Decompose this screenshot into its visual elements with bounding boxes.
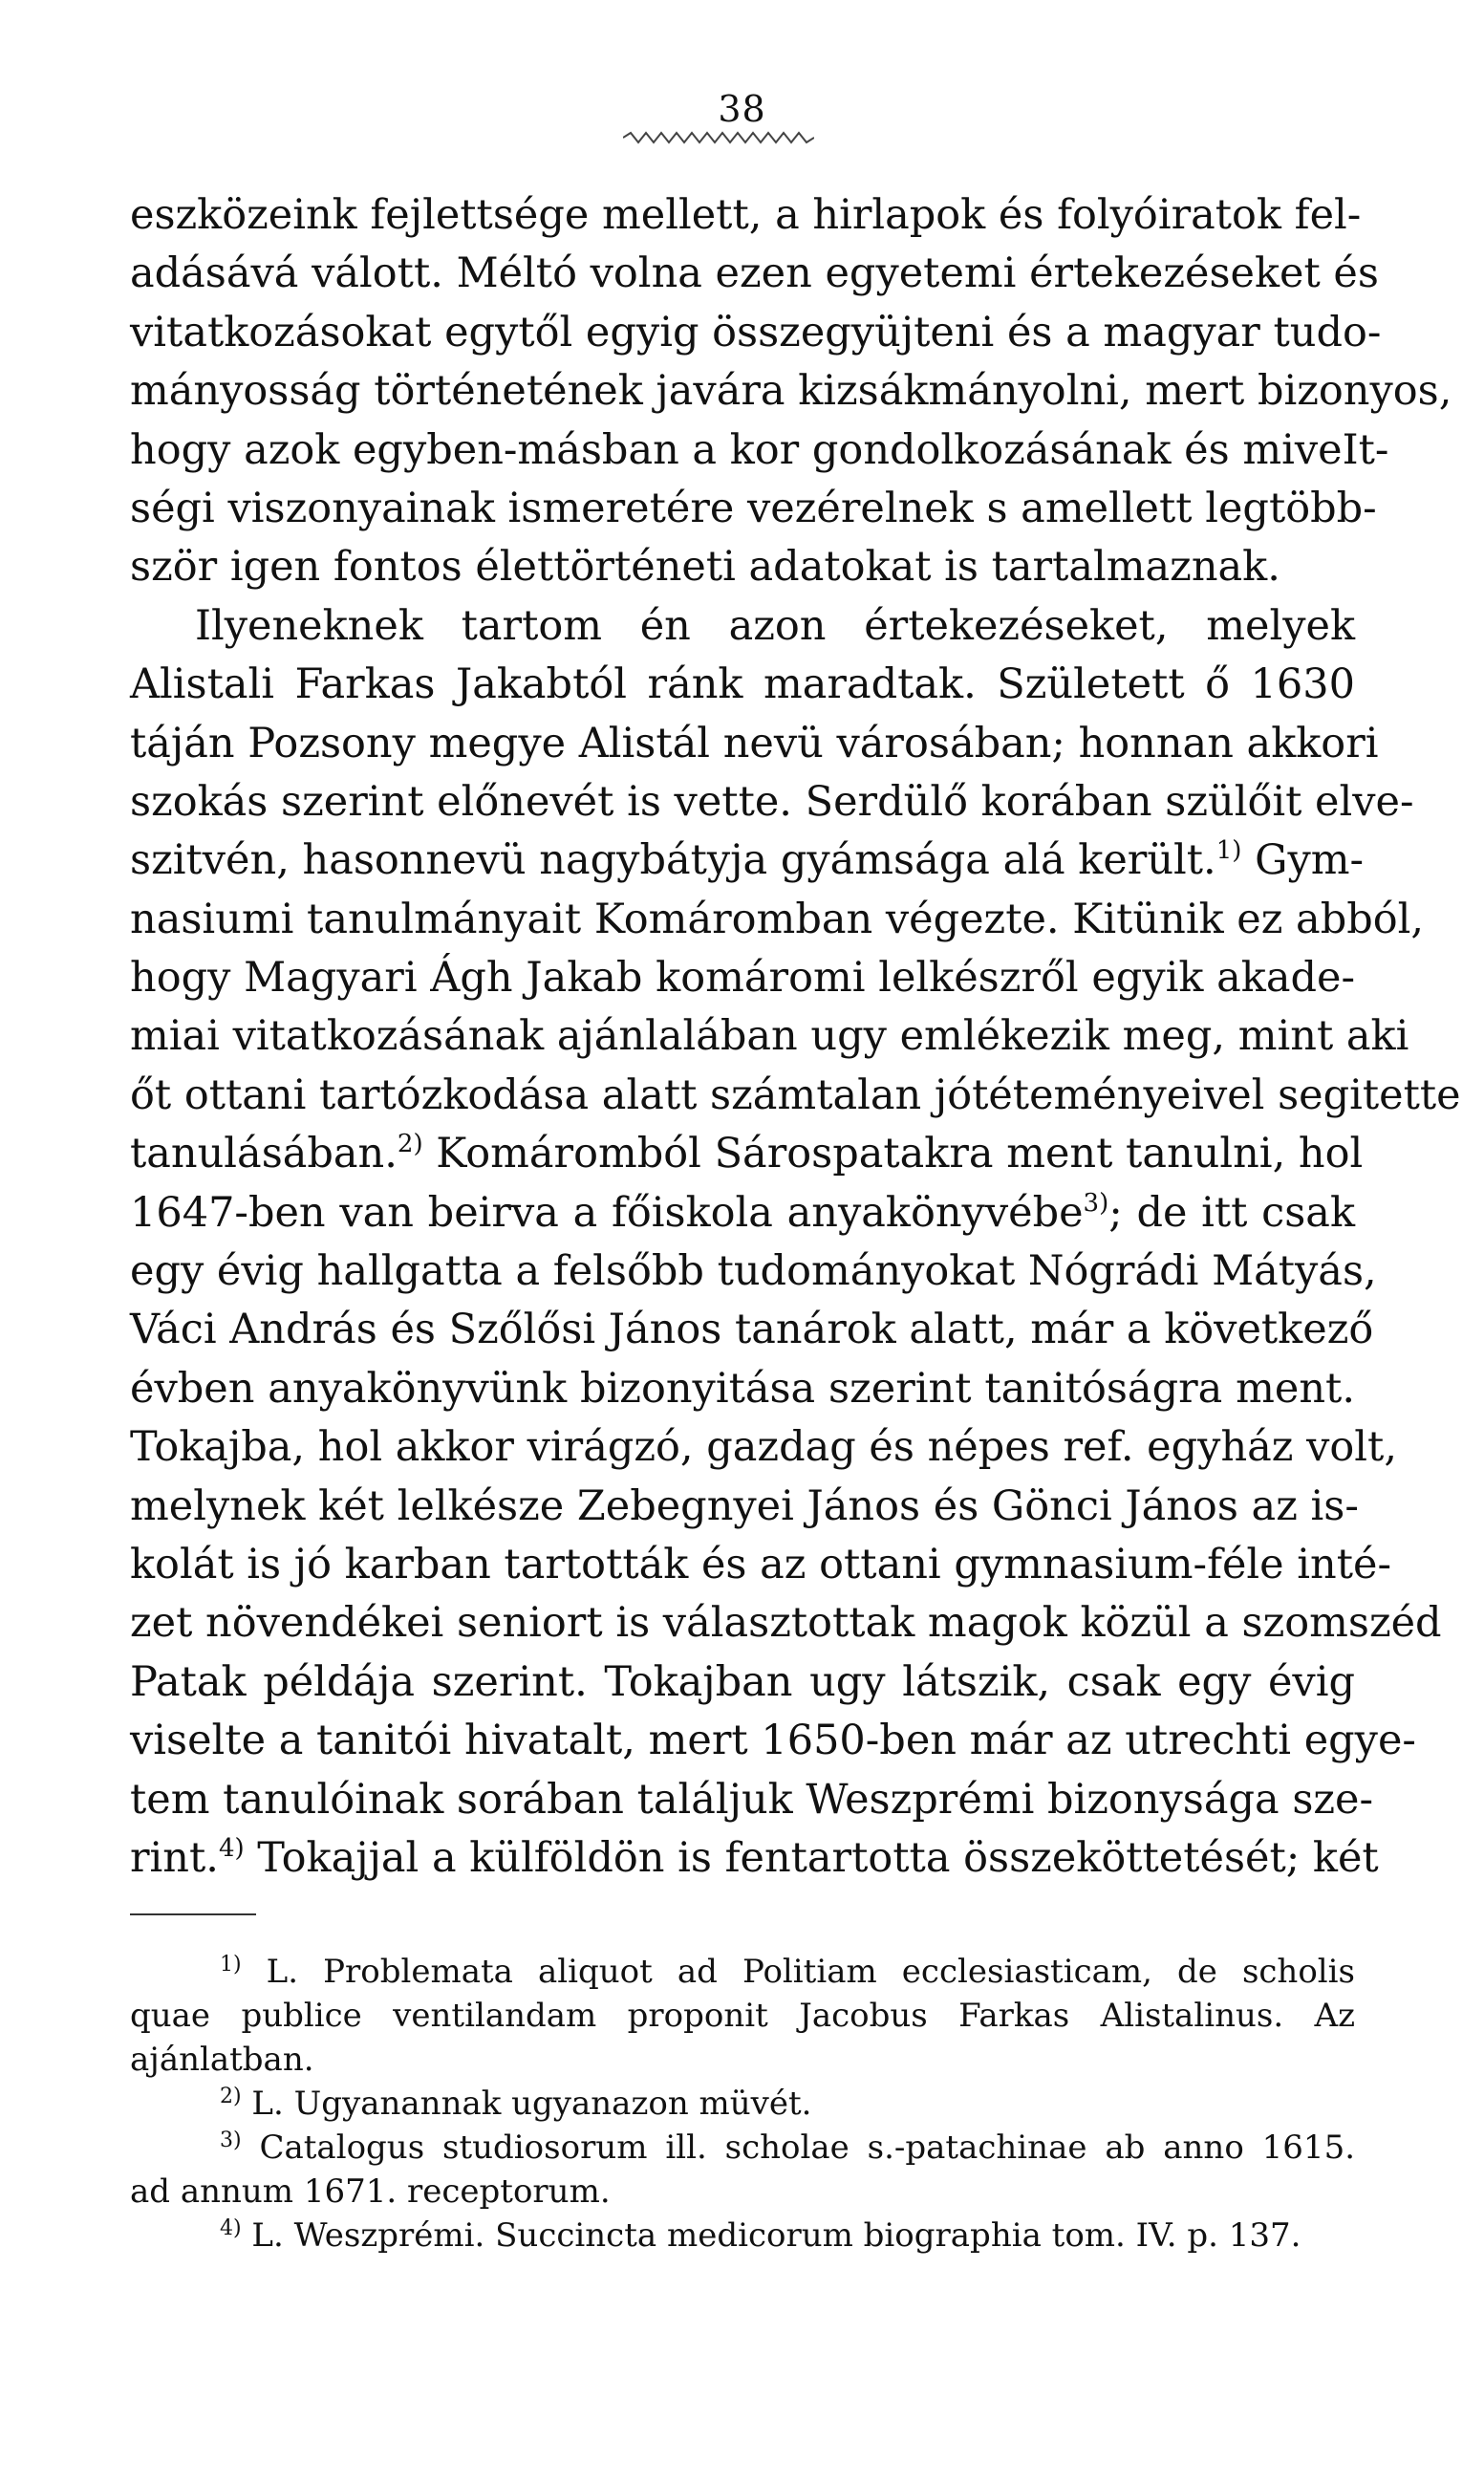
footnote-text: quae publice ventilandam proponit Jacobus Farkas Alistalinus. Az [130, 1997, 1355, 2035]
body-line-text: szitvén, hasonnevü nagybátyja gyámsága alá került. [130, 836, 1216, 885]
body-line-text: melynek két lelkésze Zebegnyei János és Gönci János az is- [130, 1481, 1359, 1530]
body-line-text: Alistali Farkas Jakabtól ránk maradtak. Született ő 1630 [130, 660, 1355, 709]
body-line-text: tem tanulóinak sorában találjuk Weszprémi bizonysága sze- [130, 1775, 1374, 1824]
body-line [130, 597, 1355, 656]
footnote-line [130, 1950, 1355, 1994]
footnote-line [130, 2214, 1355, 2258]
body-line-text: mányosság történetének javára kizsákmányolni, mert bizonyos, [130, 367, 1452, 416]
footnote-reference: 1) [1215, 836, 1242, 866]
footnote-line [130, 2126, 1355, 2170]
body-line-text: zet növendékei seniort is választottak magok közül a szomszéd [130, 1599, 1442, 1648]
body-line-text: Váci András és Szőlősi János tanárok alatt, már a következő [130, 1306, 1374, 1354]
footnote-mark: 3) [220, 2128, 242, 2152]
footnote-text: L. Weszprémi. Succincta medicorum biographia tom. IV. p. 137. [251, 2216, 1301, 2255]
footnote-text: ad annum 1671. receptorum. [130, 2172, 611, 2211]
body-line [130, 1536, 1392, 1594]
body-line [130, 891, 1425, 949]
body-line [130, 304, 1382, 362]
footnote-text: Catalogus studiosorum ill. scholae s.-patachinae ab anno 1615. [259, 2128, 1356, 2167]
body-line [130, 1712, 1416, 1770]
body-line [130, 1771, 1374, 1829]
body-line-text: miai vitatkozásának ajánlalában ugy emlékezik meg, mint aki [130, 1012, 1409, 1061]
body-line [130, 1007, 1409, 1066]
body-line-text: viselte a tanitói hivatalt, mert 1650-ben már az utrechti egye- [130, 1717, 1416, 1765]
footnote-text: L. Ugyanannak ugyanazon müvét. [251, 2085, 812, 2123]
body-line-text: Komáromból Sárospatakra ment tanulni, hol [422, 1130, 1364, 1178]
body-line [130, 362, 1452, 421]
body-line [130, 832, 1365, 890]
footnote-reference: 3) [1083, 1188, 1109, 1218]
body-line-text: eszközeink fejlettsége mellett, a hirlapok és folyóiratok fel- [130, 191, 1362, 239]
body-line-text: egy évig hallgatta a felsőbb tudományokat Nógrádi Mátyás, [130, 1247, 1377, 1296]
footnote-line [130, 2038, 1355, 2082]
footnote-line [130, 2082, 1355, 2126]
body-line-text: Tokajba, hol akkor virágzó, gazdag és népes ref. egyház volt, [130, 1423, 1397, 1472]
body-line-text: adásává válott. Méltó volna ezen egyetemi értekezéseket és [130, 249, 1379, 298]
body-line-text: Gym- [1241, 836, 1365, 885]
body-text [130, 186, 1461, 1888]
body-line-text: nasiumi tanulmányait Komáromban végezte. Kitünik ez abból, [130, 895, 1425, 943]
page-number: 38 [718, 88, 766, 130]
body-line-text: táján Pozsony megye Alistál nevü városában; honnan akkori [130, 719, 1379, 767]
footnote-mark: 1) [220, 1953, 242, 1977]
body-line [130, 1360, 1355, 1418]
body-line [130, 1594, 1442, 1653]
body-line-text: hogy Magyari Ágh Jakab komáromi lelkészről egyik akade- [130, 954, 1355, 1003]
body-line [130, 656, 1355, 714]
body-line-text: ször igen fontos élettörténeti adatokat is tartalmaznak. [130, 543, 1280, 592]
footnote-text: L. Problemata aliquot ad Politiam ecclesiasticam, de scholis [266, 1953, 1355, 1991]
body-line-text: 1647-ben van beirva a főiskola anyakönyvébe [130, 1188, 1084, 1237]
footnote-divider [130, 1913, 256, 1915]
body-line-text: kolát is jó karban tartották és az ottani gymnasium-féle inté- [130, 1540, 1392, 1588]
footnote-line [130, 1994, 1355, 2038]
body-line [130, 538, 1355, 596]
footnote-reference: 4) [218, 1833, 245, 1863]
body-line [130, 186, 1362, 245]
body-line [130, 421, 1389, 480]
body-line [130, 480, 1377, 538]
body-line-text: tanulásában. [130, 1130, 398, 1178]
body-line-text: ségi viszonyainak ismeretére vezérelnek s amellett legtöbb- [130, 484, 1377, 532]
body-line-text: őt ottani tartózkodása alatt számtalan jótéteményeivel segitette [130, 1070, 1461, 1119]
body-line-text: vitatkozásokat egytől egyig összegyüjteni és a magyar tudo- [130, 308, 1382, 357]
footnotes [130, 1950, 1355, 2258]
footnote-mark: 2) [220, 2085, 242, 2108]
body-line-text: szokás szerint előnevét is vette. Serdülő korában szülőit elve- [130, 777, 1414, 826]
body-line [130, 949, 1355, 1007]
body-line [130, 1184, 1355, 1242]
ornament-divider [623, 131, 814, 144]
body-line [130, 1242, 1377, 1301]
body-line [130, 1125, 1364, 1183]
body-line [130, 1301, 1374, 1359]
body-line-text: Tokajjal a külföldön is fentartotta összeköttetését; két [244, 1833, 1379, 1882]
footnote-reference: 2) [397, 1130, 423, 1159]
body-line [130, 1067, 1461, 1125]
footnote-text: ajánlatban. [130, 2041, 314, 2079]
body-line-text: hogy azok egyben-másban a kor gondolkozásának és miveIt- [130, 425, 1389, 474]
body-line-text: évben anyakönyvünk bizonyitása szerint tanitóságra ment. [130, 1364, 1355, 1413]
body-line [130, 1829, 1379, 1888]
body-line [130, 1478, 1359, 1536]
body-line-text: Patak példája szerint. Tokajban ugy látszik, csak egy évig [130, 1657, 1355, 1706]
footnote-line [130, 2170, 1355, 2214]
body-line-text: ; de itt csak [1108, 1188, 1356, 1237]
body-line-text: rint. [130, 1833, 219, 1882]
body-line [130, 715, 1379, 773]
body-line [130, 1418, 1397, 1477]
body-line [130, 245, 1379, 303]
body-line [130, 773, 1414, 832]
body-line-text: Ilyeneknek tartom én azon értekezéseket, melyek [195, 601, 1355, 650]
body-line [130, 1653, 1355, 1712]
footnote-mark: 4) [220, 2216, 242, 2240]
